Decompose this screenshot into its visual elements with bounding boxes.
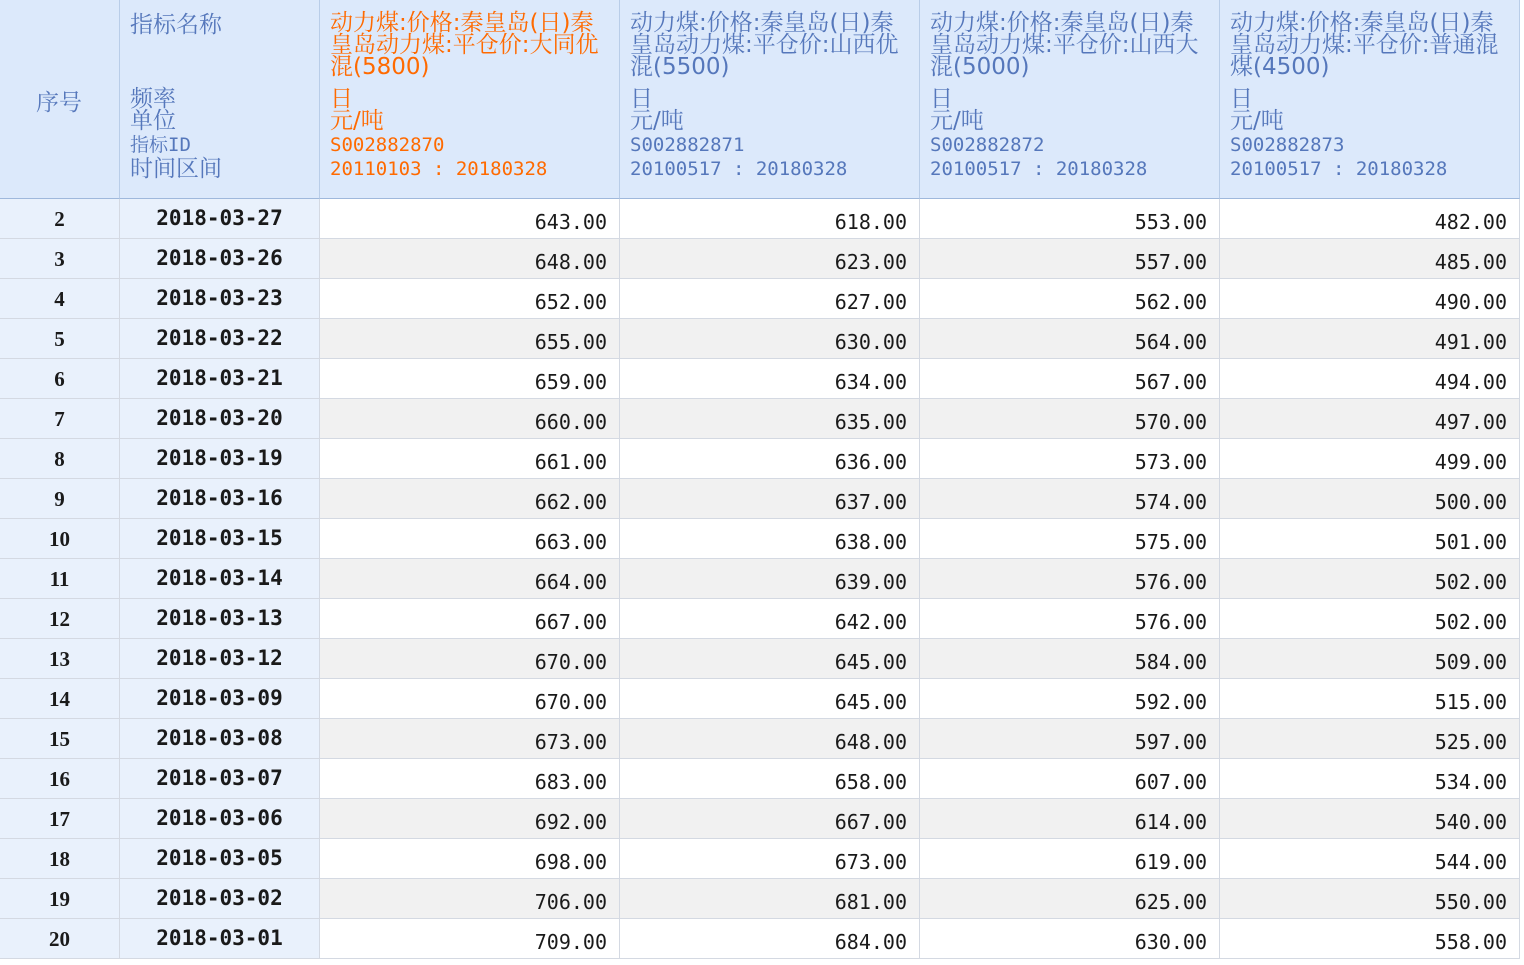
value-cell[interactable]: 662.00 bbox=[320, 479, 620, 519]
table-row[interactable] bbox=[0, 279, 1521, 319]
value-cell[interactable]: 499.00 bbox=[1220, 439, 1520, 479]
row-date-cell[interactable]: 2018-03-20 bbox=[120, 399, 320, 439]
value-cell[interactable]: 670.00 bbox=[320, 639, 620, 679]
value-cell[interactable]: 630.00 bbox=[620, 319, 920, 359]
value-cell[interactable]: 576.00 bbox=[920, 559, 1220, 599]
seq-header-label: 序号 bbox=[36, 90, 82, 116]
value-cell[interactable]: 619.00 bbox=[920, 839, 1220, 879]
table-row[interactable] bbox=[0, 439, 1521, 479]
table-row[interactable] bbox=[0, 759, 1521, 799]
value-cell[interactable]: 607.00 bbox=[920, 759, 1220, 799]
indicator-column-header-4[interactable] bbox=[1220, 0, 1520, 199]
row-date-cell[interactable]: 2018-03-13 bbox=[120, 599, 320, 639]
indicator-name: 动力煤:价格:秦皇岛(日)秦皇岛动力煤:平仓价:山西优混(5500) bbox=[630, 10, 899, 80]
row-date-cell[interactable]: 2018-03-12 bbox=[120, 639, 320, 679]
row-date-cell[interactable]: 2018-03-21 bbox=[120, 359, 320, 399]
indicator-id: S002882871 bbox=[630, 134, 745, 156]
table-row[interactable] bbox=[0, 839, 1521, 879]
table-row[interactable] bbox=[0, 599, 1521, 639]
label-indicator-id: 指标ID bbox=[130, 134, 191, 156]
indicator-column-header-1[interactable] bbox=[320, 0, 620, 199]
indicator-frequency: 日 bbox=[330, 86, 353, 112]
table-row[interactable] bbox=[0, 919, 1521, 959]
row-seq-cell[interactable]: 14 bbox=[0, 679, 120, 719]
value-cell[interactable]: 658.00 bbox=[620, 759, 920, 799]
value-cell[interactable]: 544.00 bbox=[1220, 839, 1520, 879]
row-seq-cell[interactable]: 13 bbox=[0, 639, 120, 679]
indicator-id: S002882870 bbox=[330, 134, 445, 156]
row-seq-cell[interactable]: 19 bbox=[0, 879, 120, 919]
value-cell[interactable]: 634.00 bbox=[620, 359, 920, 399]
indicator-time-range: 20110103 : 20180328 bbox=[330, 158, 548, 180]
value-cell[interactable]: 642.00 bbox=[620, 599, 920, 639]
value-cell[interactable]: 652.00 bbox=[320, 279, 620, 319]
indicator-name: 动力煤:价格:秦皇岛(日)秦皇岛动力煤:平仓价:山西大混(5000) bbox=[930, 10, 1199, 80]
value-cell[interactable]: 557.00 bbox=[920, 239, 1220, 279]
value-cell[interactable]: 655.00 bbox=[320, 319, 620, 359]
value-cell[interactable]: 501.00 bbox=[1220, 519, 1520, 559]
row-seq-cell[interactable]: 16 bbox=[0, 759, 120, 799]
indicator-column-header-3[interactable] bbox=[920, 0, 1220, 199]
value-cell[interactable]: 482.00 bbox=[1220, 199, 1520, 239]
row-seq-cell[interactable]: 12 bbox=[0, 599, 120, 639]
value-cell[interactable]: 491.00 bbox=[1220, 319, 1520, 359]
value-cell[interactable]: 683.00 bbox=[320, 759, 620, 799]
row-seq-cell[interactable]: 7 bbox=[0, 399, 120, 439]
header-seq-cell[interactable] bbox=[0, 0, 120, 199]
value-cell[interactable]: 645.00 bbox=[620, 679, 920, 719]
row-seq-cell[interactable]: 11 bbox=[0, 559, 120, 599]
value-cell[interactable]: 637.00 bbox=[620, 479, 920, 519]
value-cell[interactable]: 638.00 bbox=[620, 519, 920, 559]
row-seq-cell[interactable]: 9 bbox=[0, 479, 120, 519]
value-cell[interactable]: 698.00 bbox=[320, 839, 620, 879]
row-date-cell[interactable]: 2018-03-16 bbox=[120, 479, 320, 519]
row-seq-cell[interactable]: 17 bbox=[0, 799, 120, 839]
row-date-cell[interactable]: 2018-03-22 bbox=[120, 319, 320, 359]
value-cell[interactable]: 592.00 bbox=[920, 679, 1220, 719]
row-seq-cell[interactable]: 18 bbox=[0, 839, 120, 879]
value-cell[interactable]: 648.00 bbox=[320, 239, 620, 279]
row-date-cell[interactable]: 2018-03-27 bbox=[120, 199, 320, 239]
value-cell[interactable]: 564.00 bbox=[920, 319, 1220, 359]
table-row[interactable] bbox=[0, 639, 1521, 679]
row-seq-cell[interactable]: 15 bbox=[0, 719, 120, 759]
table-row[interactable] bbox=[0, 879, 1521, 919]
value-cell[interactable]: 497.00 bbox=[1220, 399, 1520, 439]
value-cell[interactable]: 573.00 bbox=[920, 439, 1220, 479]
indicator-name: 动力煤:价格:秦皇岛(日)秦皇岛动力煤:平仓价:普通混煤(4500) bbox=[1230, 10, 1499, 80]
row-date-cell[interactable]: 2018-03-26 bbox=[120, 239, 320, 279]
value-cell[interactable]: 567.00 bbox=[920, 359, 1220, 399]
indicator-frequency: 日 bbox=[930, 86, 953, 112]
indicator-column-header-2[interactable] bbox=[620, 0, 920, 199]
value-cell[interactable]: 618.00 bbox=[620, 199, 920, 239]
value-cell[interactable]: 660.00 bbox=[320, 399, 620, 439]
table-row[interactable] bbox=[0, 479, 1521, 519]
table-row[interactable] bbox=[0, 199, 1521, 239]
row-date-cell[interactable]: 2018-03-09 bbox=[120, 679, 320, 719]
indicator-time-range: 20100517 : 20180328 bbox=[1230, 158, 1448, 180]
table-row[interactable] bbox=[0, 319, 1521, 359]
label-time-range: 时间区间 bbox=[130, 156, 222, 182]
label-indicator-name: 指标名称 bbox=[130, 12, 222, 38]
value-cell[interactable]: 490.00 bbox=[1220, 279, 1520, 319]
indicator-time-range: 20100517 : 20180328 bbox=[630, 158, 848, 180]
value-cell[interactable]: 663.00 bbox=[320, 519, 620, 559]
indicator-time-range: 20100517 : 20180328 bbox=[930, 158, 1148, 180]
row-date-cell[interactable]: 2018-03-14 bbox=[120, 559, 320, 599]
value-cell[interactable]: 667.00 bbox=[620, 799, 920, 839]
row-date-cell[interactable]: 2018-03-06 bbox=[120, 799, 320, 839]
value-cell[interactable]: 635.00 bbox=[620, 399, 920, 439]
value-cell[interactable]: 562.00 bbox=[920, 279, 1220, 319]
value-cell[interactable]: 553.00 bbox=[920, 199, 1220, 239]
value-cell[interactable]: 515.00 bbox=[1220, 679, 1520, 719]
value-cell[interactable]: 558.00 bbox=[1220, 919, 1520, 959]
value-cell[interactable]: 709.00 bbox=[320, 919, 620, 959]
row-date-cell[interactable]: 2018-03-02 bbox=[120, 879, 320, 919]
value-cell[interactable]: 706.00 bbox=[320, 879, 620, 919]
row-seq-cell[interactable]: 4 bbox=[0, 279, 120, 319]
value-cell[interactable]: 673.00 bbox=[620, 839, 920, 879]
value-cell[interactable]: 659.00 bbox=[320, 359, 620, 399]
indicator-frequency: 日 bbox=[1230, 86, 1253, 112]
row-date-cell[interactable]: 2018-03-23 bbox=[120, 279, 320, 319]
header-labels-cell[interactable] bbox=[120, 0, 320, 199]
row-date-cell[interactable]: 2018-03-19 bbox=[120, 439, 320, 479]
value-cell[interactable]: 627.00 bbox=[620, 279, 920, 319]
value-cell[interactable]: 664.00 bbox=[320, 559, 620, 599]
table-row[interactable] bbox=[0, 399, 1521, 439]
row-date-cell[interactable]: 2018-03-07 bbox=[120, 759, 320, 799]
indicator-id: S002882872 bbox=[930, 134, 1045, 156]
table-row[interactable] bbox=[0, 519, 1521, 559]
row-seq-cell[interactable]: 8 bbox=[0, 439, 120, 479]
indicator-name: 动力煤:价格:秦皇岛(日)秦皇岛动力煤:平仓价:大同优混(5800) bbox=[330, 10, 599, 80]
value-cell[interactable]: 485.00 bbox=[1220, 239, 1520, 279]
value-cell[interactable]: 494.00 bbox=[1220, 359, 1520, 399]
value-cell[interactable]: 681.00 bbox=[620, 879, 920, 919]
value-cell[interactable]: 692.00 bbox=[320, 799, 620, 839]
value-cell[interactable]: 525.00 bbox=[1220, 719, 1520, 759]
row-date-cell[interactable]: 2018-03-15 bbox=[120, 519, 320, 559]
indicator-unit: 元/吨 bbox=[1230, 108, 1284, 134]
value-cell[interactable]: 625.00 bbox=[920, 879, 1220, 919]
row-seq-cell[interactable]: 3 bbox=[0, 239, 120, 279]
indicator-unit: 元/吨 bbox=[630, 108, 684, 134]
row-seq-cell[interactable]: 5 bbox=[0, 319, 120, 359]
value-cell[interactable]: 670.00 bbox=[320, 679, 620, 719]
row-seq-cell[interactable]: 6 bbox=[0, 359, 120, 399]
value-cell[interactable]: 502.00 bbox=[1220, 599, 1520, 639]
value-cell[interactable]: 630.00 bbox=[920, 919, 1220, 959]
indicator-unit: 元/吨 bbox=[930, 108, 984, 134]
value-cell[interactable]: 509.00 bbox=[1220, 639, 1520, 679]
value-cell[interactable]: 643.00 bbox=[320, 199, 620, 239]
indicator-unit: 元/吨 bbox=[330, 108, 384, 134]
value-cell[interactable]: 502.00 bbox=[1220, 559, 1520, 599]
indicator-id: S002882873 bbox=[1230, 134, 1345, 156]
value-cell[interactable]: 500.00 bbox=[1220, 479, 1520, 519]
table-row[interactable] bbox=[0, 679, 1521, 719]
value-cell[interactable]: 575.00 bbox=[920, 519, 1220, 559]
row-date-cell[interactable]: 2018-03-01 bbox=[120, 919, 320, 959]
label-unit: 单位 bbox=[130, 108, 176, 134]
row-seq-cell[interactable]: 2 bbox=[0, 199, 120, 239]
header-row bbox=[0, 0, 1521, 199]
value-cell[interactable]: 614.00 bbox=[920, 799, 1220, 839]
value-cell[interactable]: 550.00 bbox=[1220, 879, 1520, 919]
value-cell[interactable]: 648.00 bbox=[620, 719, 920, 759]
value-cell[interactable]: 623.00 bbox=[620, 239, 920, 279]
table-row[interactable] bbox=[0, 359, 1521, 399]
value-cell[interactable]: 570.00 bbox=[920, 399, 1220, 439]
row-seq-cell[interactable]: 20 bbox=[0, 919, 120, 959]
row-seq-cell[interactable]: 10 bbox=[0, 519, 120, 559]
table-row[interactable] bbox=[0, 559, 1521, 599]
value-cell[interactable]: 584.00 bbox=[920, 639, 1220, 679]
value-cell[interactable]: 576.00 bbox=[920, 599, 1220, 639]
value-cell[interactable]: 673.00 bbox=[320, 719, 620, 759]
value-cell[interactable]: 636.00 bbox=[620, 439, 920, 479]
value-cell[interactable]: 574.00 bbox=[920, 479, 1220, 519]
indicator-frequency: 日 bbox=[630, 86, 653, 112]
table-row[interactable] bbox=[0, 799, 1521, 839]
value-cell[interactable]: 639.00 bbox=[620, 559, 920, 599]
row-date-cell[interactable]: 2018-03-08 bbox=[120, 719, 320, 759]
label-frequency: 频率 bbox=[130, 86, 176, 112]
value-cell[interactable]: 597.00 bbox=[920, 719, 1220, 759]
value-cell[interactable]: 661.00 bbox=[320, 439, 620, 479]
table-row[interactable] bbox=[0, 719, 1521, 759]
value-cell[interactable]: 540.00 bbox=[1220, 799, 1520, 839]
value-cell[interactable]: 684.00 bbox=[620, 919, 920, 959]
row-date-cell[interactable]: 2018-03-05 bbox=[120, 839, 320, 879]
value-cell[interactable]: 534.00 bbox=[1220, 759, 1520, 799]
table-row[interactable] bbox=[0, 239, 1521, 279]
value-cell[interactable]: 645.00 bbox=[620, 639, 920, 679]
value-cell[interactable]: 667.00 bbox=[320, 599, 620, 639]
